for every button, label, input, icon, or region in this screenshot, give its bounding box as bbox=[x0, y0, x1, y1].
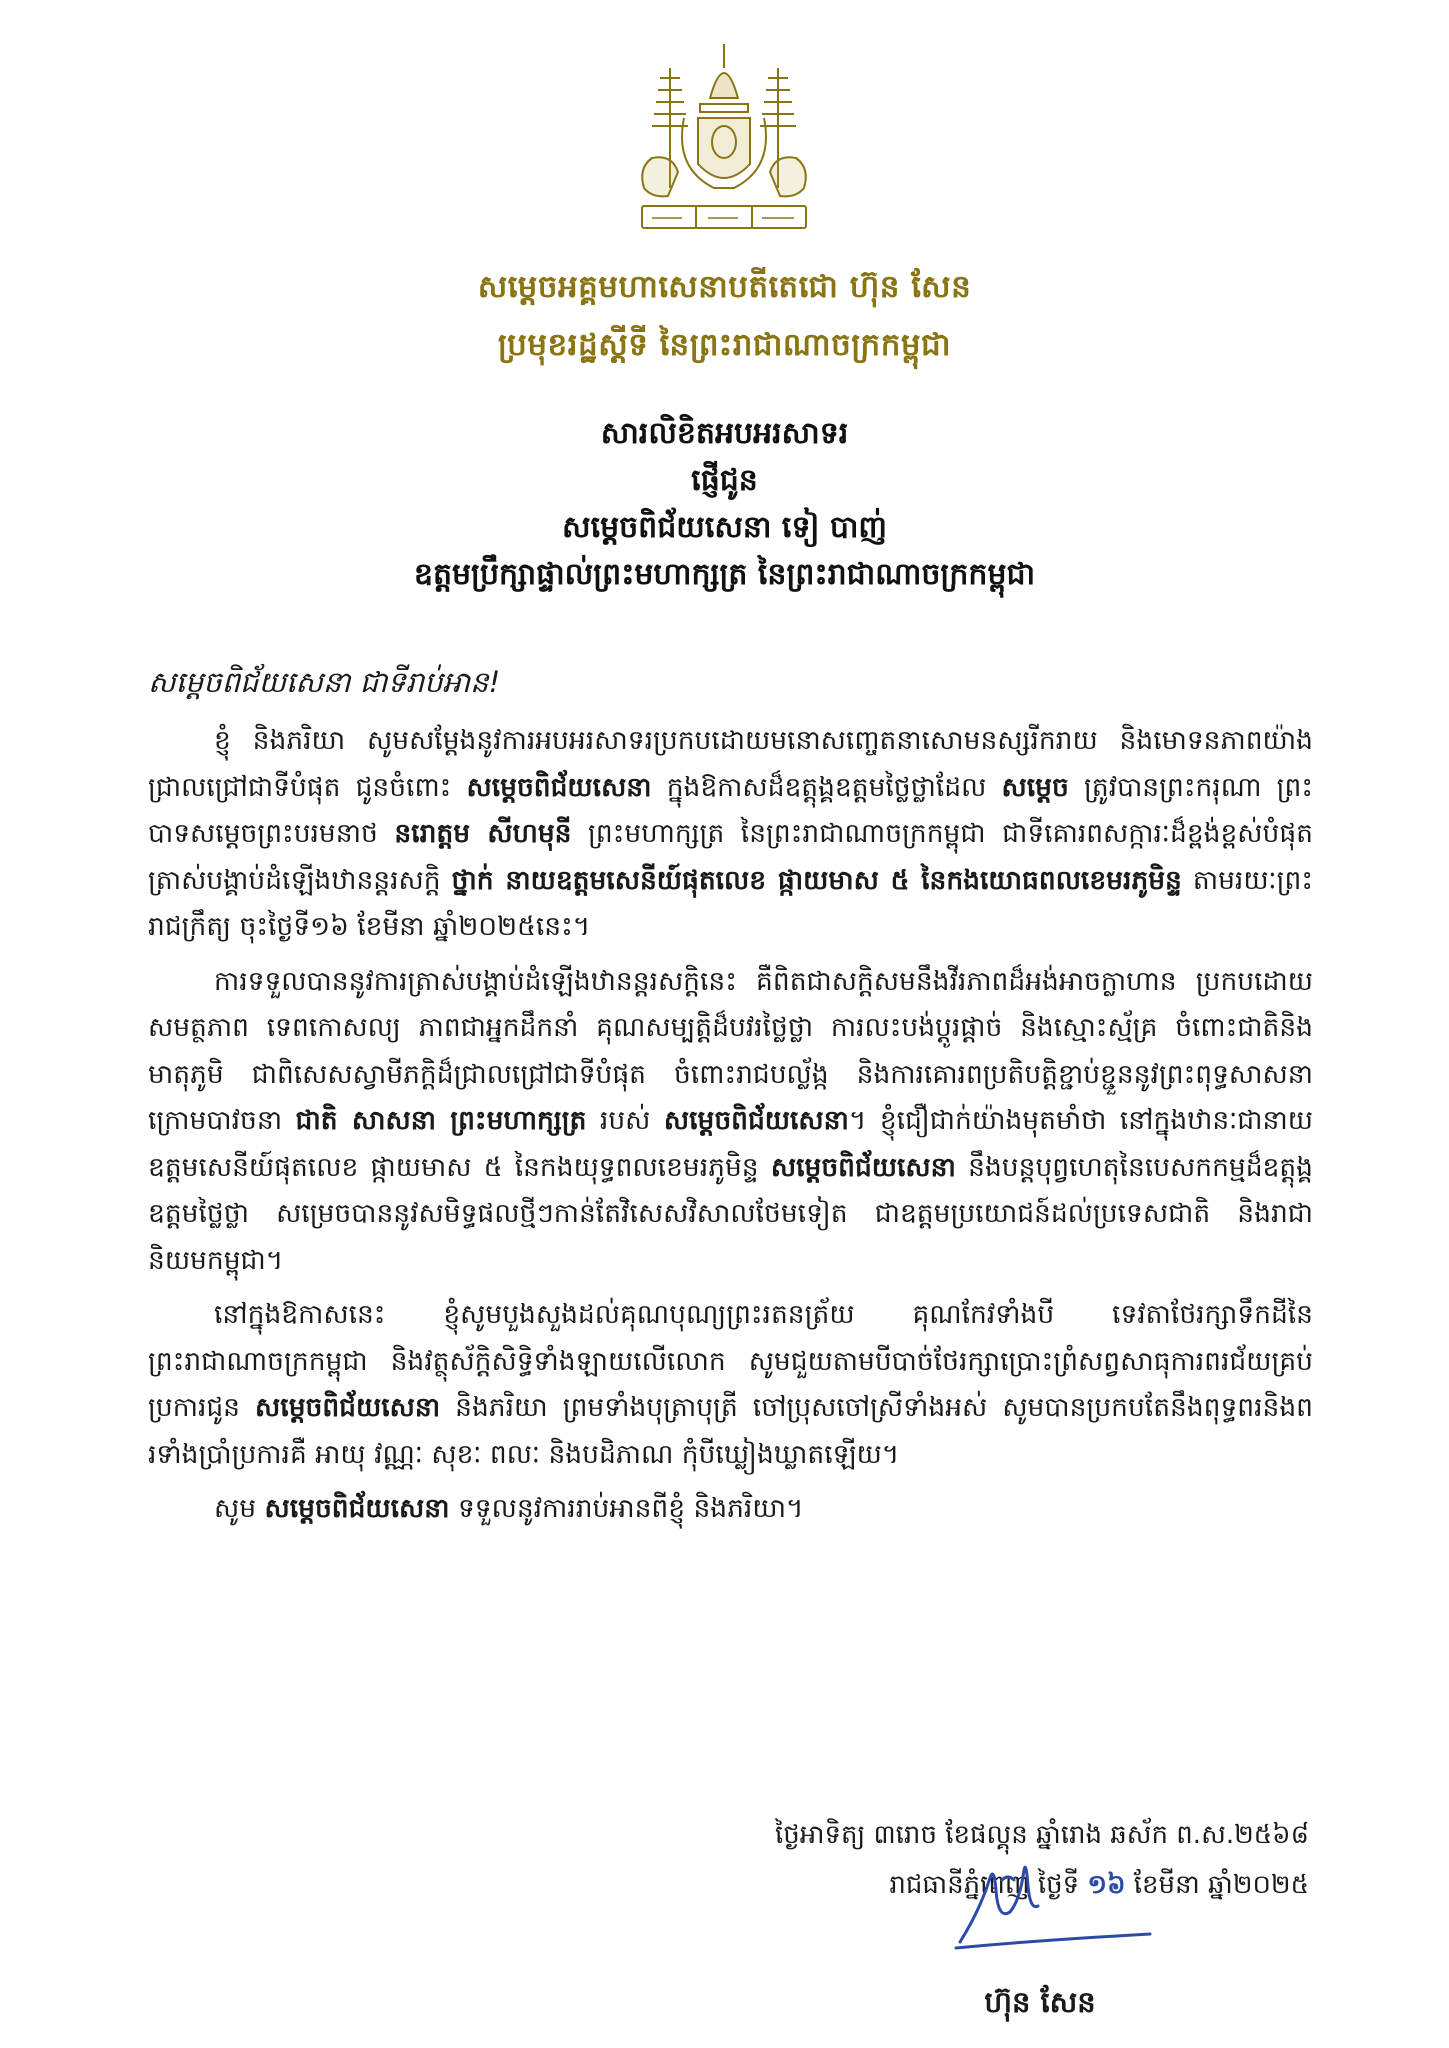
signer-name: ហ៊ុន សែន bbox=[984, 1985, 1096, 2019]
recipient-reference: សម្តេចពិជ័យសេនា bbox=[466, 771, 652, 803]
salutation: សម្តេចពិជ័យសេនា ជាទីរាប់អាន! bbox=[148, 665, 501, 699]
paragraph-1-text: ត្រូវបានព្រះករុណា ព្រះបាទសម្តេចព្រះបរមនាថ bbox=[148, 771, 1313, 849]
letter-type: សារលិខិតអបអរសាទរ bbox=[600, 416, 849, 451]
sender-title: សម្តេចអគ្គមហាសេនាបតីតេជោ ហ៊ុន សែន bbox=[477, 269, 972, 305]
sender-position: ប្រមុខរដ្ឋស្តីទី នៃព្រះរាជាណាចក្រកម្ពុជា bbox=[497, 327, 952, 363]
paragraph-4 bbox=[148, 1486, 1313, 1533]
letter-title-block bbox=[0, 410, 1449, 598]
paragraph-4-text: សូម bbox=[214, 1493, 265, 1524]
paragraph-2-text: របស់ bbox=[586, 1105, 664, 1136]
paragraph-4-text: ទទួលនូវការរាប់អានពីខ្ញុំ និងភរិយា។ bbox=[449, 1493, 804, 1524]
paragraph-3 bbox=[148, 1292, 1313, 1478]
recipient-reference: សម្តេច bbox=[1001, 771, 1069, 803]
recipient-name: សម្តេចពិជ័យសេនា ទៀ បាញ់ bbox=[562, 510, 887, 545]
paragraph-1-text: ក្នុងឱកាសដ៏ឧត្តុង្គឧត្តមថ្លៃថ្លាដែល bbox=[651, 771, 1002, 803]
letter-body bbox=[148, 718, 1313, 1541]
paragraph-1 bbox=[148, 718, 1313, 951]
paragraph-2-text: ។ ខ្ញុំជឿជាក់យ៉ាងមុតមាំថា នៅក្នុងឋានៈជានាយឧត្តមសេនីយ៍ផុតលេខ ផ្កាយមាស ៥ នៃកងយុទ្ធពលខេមរភូមិន្ទ bbox=[148, 1105, 1313, 1183]
paragraph-2 bbox=[148, 959, 1313, 1285]
date-place: រាជធានីភ្នំពេញ ថ្ងៃទី bbox=[889, 1870, 1088, 1900]
paragraph-1-text: ខ្ញុំ និងភរិយា សូមសម្តែងនូវការអបអរសាទរប្រកបដោយមនោសញ្ចេតនាសោមនស្សរីករាយ និងមោទនភាពយ៉ាងជ្រាលជ្រៅជាទីបំផុត ជូនចំពោះ bbox=[148, 725, 1313, 803]
king-name: នរោត្តម សីហមុនី bbox=[394, 818, 572, 849]
recipient-reference: សម្តេចពិជ័យសេនា bbox=[255, 1392, 441, 1423]
signature-icon bbox=[950, 1850, 1160, 1960]
paragraph-1-text: ព្រះមហាក្សត្រ នៃព្រះរាជាណាចក្រកម្ពុជា ជាទីគោរពសក្ការៈដ៏ខ្ពង់ខ្ពស់បំផុត ត្រាស់បង្គាប់ដំឡើងឋានន្តរសក្តិ bbox=[148, 818, 1314, 896]
sender-header bbox=[0, 262, 1449, 370]
paragraph-2-text: ការទទួលបាននូវការត្រាស់បង្គាប់ដំឡើងឋានន្តរសក្តិនេះ គឺពិតជាសក្តិសមនឹងវីរភាពដ៏អង់អាចក្លាហាន ប្រកបដោយសមត្ថភាព ទេពកោសល្យ ភាពជាអ្នកដឹកនាំ គុណសម្បត្តិដ៏បវរថ្លៃថ្លា ការលះបង់ប្តូរផ្តាច់ និងស្មោះស្ម័គ្រ ចំពោះជាតិនិងមាតុភូមិ ជាពិសេសស្វាមីភក្តិដ៏ជ្រាលជ្រៅជាទីបំផុត ចំពោះរាជបល្ល័ង្ក និងការគោរពប្រតិបត្តិខ្ជាប់ខ្ជួននូវព្រះពុទ្ធសាសនា ក្រោមបាវចនា bbox=[148, 965, 1313, 1136]
recipient-reference: សម្តេចពិជ័យសេនា bbox=[770, 1151, 956, 1183]
recipient-reference: សម្តេចពិជ័យសេនា bbox=[663, 1105, 849, 1136]
date-month-year: ខែមីនា ឆ្នាំ២០២៥ bbox=[1125, 1870, 1309, 1900]
rank-text: ថ្នាក់ នាយឧត្តមសេនីយ៍ផុតលេខ ផ្កាយមាស ៥ នៃកងយោធពលខេមរភូមិន្ទ bbox=[451, 864, 1182, 896]
royal-coat-of-arms-icon bbox=[612, 38, 836, 248]
paragraph-3-text: នៅក្នុងឱកាសនេះ ខ្ញុំសូមបួងសួងដល់គុណបុណ្យព្រះរតនត្រ័យ គុណកែវទាំងបី ទេវតាថែរក្សាទឹកដីនៃព្រះរាជាណាចក្រកម្ពុជា និងវត្ថុស័ក្តិសិទ្ធិទាំងឡាយលើលោក សូមជួយតាមបីបាច់ថែរក្សាប្រោះព្រំសព្វសាធុការពរជ័យគ្រប់ប្រការជូន bbox=[148, 1299, 1313, 1423]
paragraph-3-text: និងភរិយា ព្រមទាំងបុត្រាបុត្រី ចៅប្រុសចៅស្រីទាំងអស់ សូមបានប្រកបតែនឹងពុទ្ធពរនិងពរទាំងប្រាំប្រការគឺ អាយុ វណ្ណៈ សុខៈ ពលៈ និងបដិភាណ កុំបីឃ្លៀងឃ្លាតឡើយ។ bbox=[148, 1392, 1313, 1470]
lunar-date: ថ្ងៃអាទិត្យ ៣រោច ខែផល្គុន ឆ្នាំរោង ឆស័ក ព.ស.២៥៦៨ bbox=[774, 1820, 1309, 1850]
motto-text: ជាតិ សាសនា ព្រះមហាក្សត្រ bbox=[295, 1105, 587, 1136]
recipient-position: ឧត្តមប្រឹក្សាផ្ទាល់ព្រះមហាក្សត្រ នៃព្រះរាជាណាចក្រកម្ពុជា bbox=[413, 557, 1036, 592]
recipient-reference: សម្តេចពិជ័យសេនា bbox=[264, 1493, 450, 1524]
paragraph-1-text: តាមរយៈព្រះរាជក្រឹត្យ ចុះថ្ងៃទី១៦ ខែមីនា ឆ្នាំ២០២៥នេះ។ bbox=[148, 864, 1313, 942]
paragraph-2-text: នឹងបន្តបុព្វហេតុនៃបេសកកម្មដ៏ឧត្តុង្គឧត្តមថ្លៃថ្លា សម្រេចបាននូវសមិទ្ធផលថ្មីៗកាន់តែវិសេសវិសាលថែមទៀត ជាឧត្តមប្រយោជន៍ដល់ប្រទេសជាតិ និងរាជានិយមកម្ពុជា។ bbox=[148, 1151, 1313, 1276]
letter-sent-to: ផ្ញើជូន bbox=[691, 463, 758, 498]
date-day: ១៦ bbox=[1087, 1870, 1126, 1900]
